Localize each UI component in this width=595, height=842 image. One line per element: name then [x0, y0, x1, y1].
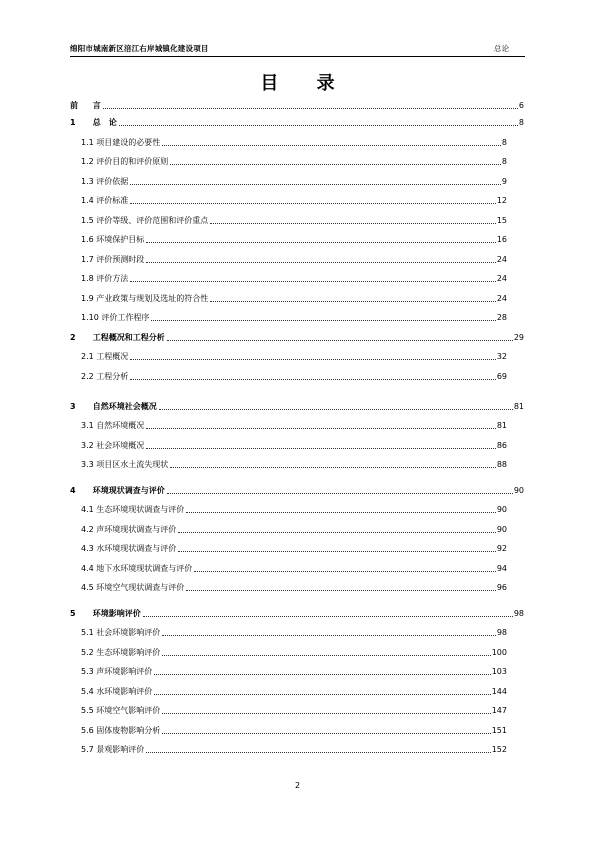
toc-entry-title: 项目建设的必要性 [96, 138, 161, 147]
page-number: 2 [294, 781, 301, 790]
toc-entry-number: 4.3 [81, 544, 94, 553]
toc-dot-leader [159, 408, 513, 410]
toc-entry-label [81, 274, 129, 284]
toc-entry-title: 评价工作程序 [101, 313, 150, 322]
toc-entry-number: 5.7 [81, 745, 94, 754]
toc-page-number: 96 [496, 583, 507, 592]
toc-page-number: 24 [496, 274, 507, 283]
toc-page-number: 90 [496, 525, 507, 534]
toc-entry-number: 3.2 [81, 441, 94, 450]
toc-entry-number: 1.10 [81, 313, 99, 322]
toc-entry-number: 4.4 [81, 564, 94, 573]
toc-entry-number: 1 [70, 118, 76, 127]
toc-entry-number: 4 [70, 486, 76, 495]
toc-dot-leader [154, 673, 490, 675]
toc-entry-number: 1.3 [81, 177, 94, 186]
toc-entry-number: 5 [70, 609, 76, 618]
toc-page-number: 88 [496, 460, 507, 469]
toc-dot-leader [130, 378, 496, 380]
toc-entry-number: 前 [70, 101, 78, 110]
toc-section-entry[interactable] [81, 417, 507, 431]
toc-page-number: 92 [496, 544, 507, 553]
toc-section-entry[interactable] [81, 501, 507, 515]
toc-entry-title: 评价预测时段 [96, 255, 145, 264]
toc-entry-label [81, 255, 145, 265]
toc-page-number: 81 [496, 421, 507, 430]
toc-section-entry[interactable] [81, 437, 507, 451]
toc-section-entry[interactable] [81, 251, 507, 265]
toc-page-number: 12 [496, 196, 507, 205]
toc-entry-label [81, 648, 161, 658]
toc-section-entry[interactable] [81, 290, 507, 304]
toc-dot-leader [178, 550, 496, 552]
toc-entry-title: 环境空气现状调查与评价 [96, 583, 185, 592]
toc-dot-leader [167, 339, 513, 341]
toc-entry-label [81, 687, 153, 697]
toc-dot-leader [146, 447, 496, 449]
toc-entry-label [81, 726, 161, 736]
toc-section-entry[interactable] [81, 153, 507, 167]
toc-entry-title: 社会环境概况 [96, 441, 145, 450]
toc-entry-title: 项目区水土流失现状 [96, 460, 169, 469]
toc-entry-label [81, 706, 161, 716]
toc-section-entry[interactable] [81, 663, 507, 677]
toc-title: 目 录 [260, 73, 351, 94]
toc-dot-leader [130, 280, 496, 282]
toc-entry-label [70, 101, 102, 111]
toc-entry-label [81, 628, 161, 638]
toc-entry-label [81, 352, 129, 362]
toc-dot-leader [178, 531, 496, 533]
toc-section-entry[interactable] [81, 348, 507, 362]
toc-dot-leader [186, 511, 496, 513]
toc-dot-leader [194, 570, 496, 572]
toc-page-number: 9 [501, 177, 507, 186]
toc-entry-label [70, 402, 158, 412]
toc-page-number: 81 [513, 402, 524, 411]
toc-page-number: 32 [496, 352, 507, 361]
toc-entry-number: 1.9 [81, 294, 94, 303]
toc-entry-title: 声环境现状调查与评价 [96, 525, 177, 534]
toc-dot-leader [162, 654, 490, 656]
toc-page-number: 28 [496, 313, 507, 322]
toc-dot-leader [154, 693, 490, 695]
toc-entry-number: 1.8 [81, 274, 94, 283]
toc-entry-title: 水环境影响评价 [96, 687, 153, 696]
toc-dot-leader [130, 202, 496, 204]
toc-page-number: 100 [491, 648, 507, 657]
toc-page-number: 24 [496, 294, 507, 303]
toc-page-number: 86 [496, 441, 507, 450]
toc-entry-label [81, 177, 129, 187]
header-section-name: 总论 [494, 44, 509, 53]
toc-section-entry[interactable] [81, 309, 507, 323]
toc-entry-label [81, 505, 185, 515]
toc-entry-label [81, 441, 145, 451]
toc-page-number: 90 [513, 486, 524, 495]
toc-entry-number: 1.7 [81, 255, 94, 264]
toc-entry-number: 2 [70, 333, 76, 342]
toc-entry-title: 固体废物影响分析 [96, 726, 161, 735]
toc-page-number: 8 [501, 138, 507, 147]
toc-dot-leader [119, 124, 518, 126]
toc-dot-leader [151, 319, 495, 321]
page-header [70, 42, 525, 57]
toc-section-entry[interactable] [81, 270, 507, 284]
toc-section-entry[interactable] [81, 173, 507, 187]
toc-entry-label [81, 745, 145, 755]
toc-chapter-entry[interactable] [70, 114, 524, 128]
toc-dot-leader [162, 712, 490, 714]
toc-section-entry[interactable] [81, 231, 507, 245]
toc-entry-number: 5.3 [81, 667, 94, 676]
toc-chapter-entry[interactable] [70, 329, 524, 343]
toc-entry-title: 评价等级、评价范围和评价重点 [96, 216, 209, 225]
toc-entry-label [70, 118, 118, 128]
toc-section-entry[interactable] [81, 579, 507, 593]
toc-entry-title: 工程分析 [96, 372, 129, 381]
toc-page-number: 98 [496, 628, 507, 637]
toc-page-number: 6 [518, 101, 524, 110]
toc-entry-number: 4.2 [81, 525, 94, 534]
toc-chapter-entry[interactable] [70, 605, 524, 619]
toc-page-number: 144 [491, 687, 507, 696]
toc-entry-number: 2.1 [81, 352, 94, 361]
toc-entry-title: 评价方法 [96, 274, 129, 283]
toc-entry-title: 评价依据 [96, 177, 129, 186]
toc-entry-title: 评价标准 [96, 196, 129, 205]
toc-page-number: 90 [496, 505, 507, 514]
toc-page-number: 15 [496, 216, 507, 225]
toc-section-entry[interactable] [81, 212, 507, 226]
toc-dot-leader [130, 358, 496, 360]
toc-entry-label [81, 196, 129, 206]
toc-entry-number: 5.1 [81, 628, 94, 637]
toc-entry-label [70, 486, 166, 496]
toc-section-entry[interactable] [81, 521, 507, 535]
toc-entry-number: 5.5 [81, 706, 94, 715]
toc-entry-title: 景观影响评价 [96, 745, 145, 754]
toc-section-entry[interactable] [81, 644, 507, 658]
toc-entry-title: 总 论 [92, 118, 117, 127]
toc-entry-number: 5.6 [81, 726, 94, 735]
toc-entry-number: 4.5 [81, 583, 94, 592]
toc-entry-title: 工程概况 [96, 352, 129, 361]
toc-page-number: 29 [513, 333, 524, 342]
toc-entry-number: 1.1 [81, 138, 94, 147]
toc-dot-leader [162, 144, 501, 146]
toc-page-number: 103 [491, 667, 507, 676]
toc-entry-label [70, 333, 166, 343]
toc-entry-title: 环境影响评价 [92, 609, 141, 618]
toc-entry-label [81, 583, 185, 593]
toc-dot-leader [167, 492, 513, 494]
toc-entry-number: 3 [70, 402, 76, 411]
toc-entry-label [81, 372, 129, 382]
toc-entry-title: 环境空气影响评价 [96, 706, 161, 715]
toc-entry-number: 2.2 [81, 372, 94, 381]
toc-entry-title: 环境现状调查与评价 [92, 486, 165, 495]
toc-chapter-entry[interactable] [70, 482, 524, 496]
toc-page-number: 24 [496, 255, 507, 264]
toc-entry-number: 5.4 [81, 687, 94, 696]
toc-section-entry[interactable] [81, 683, 507, 697]
toc-entry-label [81, 138, 161, 148]
toc-entry-label [81, 460, 169, 470]
toc-entry-number: 1.6 [81, 235, 94, 244]
toc-section-entry[interactable] [81, 368, 507, 382]
toc-entry-title: 生态环境影响评价 [96, 648, 161, 657]
toc-entry-label [81, 235, 145, 245]
toc-entry-title: 言 [92, 101, 101, 110]
toc-dot-leader [162, 732, 490, 734]
toc-entry-label [81, 313, 150, 323]
toc-chapter-entry[interactable] [70, 398, 524, 412]
toc-entry-label [81, 564, 193, 574]
toc-entry-title: 社会环境影响评价 [96, 628, 161, 637]
toc-entry-label [81, 525, 177, 535]
toc-entry-title: 环境保护目标 [96, 235, 145, 244]
toc-entry-label [81, 157, 169, 167]
toc-entry-label [81, 667, 153, 677]
toc-dot-leader [143, 615, 513, 617]
toc-entry-title: 工程概况和工程分析 [92, 333, 165, 342]
toc-entry-title: 评价目的和评价原则 [96, 157, 169, 166]
toc-entry-number: 1.2 [81, 157, 94, 166]
toc-entry-label [81, 544, 177, 554]
toc-entry-title: 地下水环境现状调查与评价 [96, 564, 193, 573]
toc-page-number: 16 [496, 235, 507, 244]
toc-chapter-entry[interactable] [70, 97, 524, 111]
toc-dot-leader [146, 427, 496, 429]
toc-dot-leader [130, 183, 501, 185]
toc-section-entry[interactable] [81, 540, 507, 554]
toc-entry-number: 1.4 [81, 196, 94, 205]
header-project-title: 绵阳市城南新区涪江右岸城镇化建设项目 [70, 44, 209, 53]
toc-page-number: 8 [518, 118, 524, 127]
toc-entry-number: 4.1 [81, 505, 94, 514]
toc-entry-number: 3.1 [81, 421, 94, 430]
toc-entry-title: 水环境现状调查与评价 [96, 544, 177, 553]
toc-entry-label [70, 609, 142, 619]
toc-section-entry[interactable] [81, 741, 507, 755]
toc-entry-label [81, 216, 209, 226]
toc-dot-leader [103, 107, 518, 109]
toc-entry-title: 生态环境现状调查与评价 [96, 505, 185, 514]
toc-page-number: 98 [513, 609, 524, 618]
toc-page-number: 151 [491, 726, 507, 735]
toc-section-entry[interactable] [81, 722, 507, 736]
toc-entry-label [81, 294, 209, 304]
toc-entry-number: 5.2 [81, 648, 94, 657]
toc-entry-title: 自然环境社会概况 [92, 402, 157, 411]
toc-entry-title: 声环境影响评价 [96, 667, 153, 676]
toc-dot-leader [210, 222, 496, 224]
toc-entry-number: 1.5 [81, 216, 94, 225]
toc-entry-title: 产业政策与规划及选址的符合性 [96, 294, 209, 303]
toc-section-entry[interactable] [81, 560, 507, 574]
toc-dot-leader [210, 300, 496, 302]
toc-dot-leader [146, 751, 490, 753]
toc-page-number: 69 [496, 372, 507, 381]
toc-page-number: 8 [501, 157, 507, 166]
toc-section-entry[interactable] [81, 456, 507, 470]
toc-dot-leader [186, 589, 496, 591]
toc-dot-leader [170, 163, 501, 165]
toc-page-number: 94 [496, 564, 507, 573]
toc-dot-leader [146, 241, 496, 243]
toc-dot-leader [170, 466, 496, 468]
toc-section-entry[interactable] [81, 624, 507, 638]
toc-entry-title: 自然环境概况 [96, 421, 145, 430]
toc-entry-label [81, 421, 145, 431]
toc-entry-number: 3.3 [81, 460, 94, 469]
toc-section-entry[interactable] [81, 134, 507, 148]
toc-page-number: 147 [491, 706, 507, 715]
toc-page-number: 152 [491, 745, 507, 754]
toc-dot-leader [146, 261, 496, 263]
toc-section-entry[interactable] [81, 702, 507, 716]
toc-section-entry[interactable] [81, 192, 507, 206]
toc-dot-leader [162, 634, 496, 636]
